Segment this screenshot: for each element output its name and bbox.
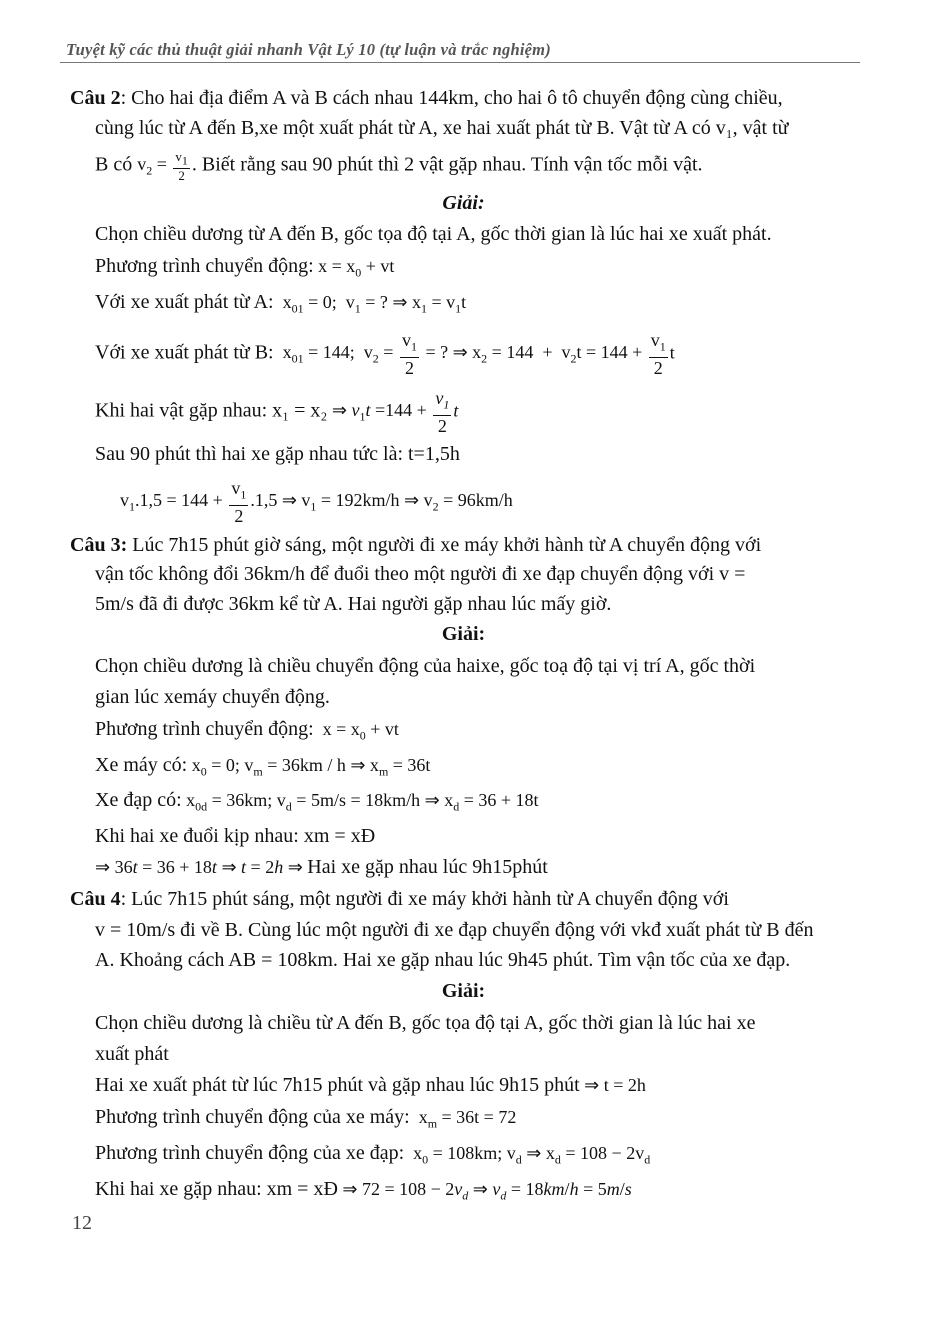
q4-line-2: v = 10m/s đi về B. Cùng lúc một người đi xe đạp chuyển động với vkđ xuất phát từ B đến <box>95 919 814 941</box>
q4-sol-3: Hai xe xuất phát từ lúc 7h15 phút và gặp nhau lúc 9h15 phút ⇒ t = 2h <box>95 1074 646 1096</box>
q3-sol-2: gian lúc xemáy chuyển động. <box>95 686 330 708</box>
q2-sol-7: $v_1.1,5 = 144$ + $\frac{v_1}{2}$ .1,5 ⇒ $v_1 = 192km/h$ ⇒ $v_2 = 96km/h$ <box>120 478 513 526</box>
q2-line-2: cùng lúc từ A đến B,xe một xuất phát từ A, xe hai xuất phát từ B. Vật từ A có v₁, vật từ <box>95 117 789 139</box>
q2-solution-title: Giải: <box>442 192 485 214</box>
q4-line-1: Câu 4: Lúc 7h15 phút sáng, một người đi xe máy khởi hành từ A chuyển động với <box>70 888 729 910</box>
q3-solution-title: Giải: <box>441 623 486 645</box>
q3-sol-6: Khi hai xe đuổi kịp nhau: xm = xĐ <box>95 825 376 847</box>
q3-sol-1: Chọn chiều dương là chiều chuyển động của haixe, gốc toạ độ tại vị trí A, gốc thời <box>95 655 756 677</box>
q3-sol-3: Phương trình chuyển động: $x = x_0$ + vt <box>95 718 399 743</box>
q4-sol-6: Khi hai xe gặp nhau: xm = xĐ ⇒ $72 = 108 - 2v_d$ ⇒ $v_d = 18km/h = 5m/s$ <box>95 1178 632 1203</box>
q4-sol-4: Phương trình chuyển động của xe máy: $x_m = 36t = 72$ <box>95 1106 517 1131</box>
q4-line-3: A. Khoảng cách AB = 108km. Hai xe gặp nhau lúc 9h45 phút. Tìm vận tốc của xe đạp. <box>95 949 791 971</box>
q2-line-3: B có $v_2$ = $\frac{v_1}{2}$ . Biết rằng sau 90 phút thì 2 vật gặp nhau. Tính vận tốc mỗi vật. <box>95 149 703 183</box>
page-number: 12 <box>72 1212 92 1234</box>
q4-sol-1: Chọn chiều dương là chiều từ A đến B, gốc tọa độ tại A, gốc thời gian là lúc hai xe <box>95 1012 756 1034</box>
q3-line-3: 5m/s đã đi được 36km kể từ A. Hai người gặp nhau lúc mấy giờ. <box>95 593 612 615</box>
q4-sol-2: xuất phát <box>95 1043 169 1065</box>
q3-sol-5: Xe đạp có: $x_{0d} = 36km$; $v_d = 5m/s = 18km/h$ ⇒ $x_d = 36 + 18t$ <box>95 789 539 814</box>
q4-sol-5: Phương trình chuyển động của xe đạp: $x_0 = 108km$; $v_d$ ⇒ $x_d = 108 - 2v_d$ <box>95 1142 651 1167</box>
q2-sol-1: Chọn chiều dương từ A đến B, gốc tọa độ tại A, gốc thời gian là lúc hai xe xuất phát. <box>95 223 772 245</box>
q2-sol-4: Với xe xuất phát từ B: $x_{01} = 144$; $v_2$ = $\frac{v_1}{2}$ = ? ⇒ $x_2 = 144 + v_2t = 144$ + $\frac{v_1}{2}$ t <box>95 330 675 378</box>
q3-line-2: vận tốc không đổi 36km/h để đuổi theo một người đi xe đạp chuyển động với v = <box>95 563 746 585</box>
q2-sol-6: Sau 90 phút thì hai xe gặp nhau tức là: t=1,5h <box>95 443 460 465</box>
q4-solution-title: Giải: <box>441 980 486 1002</box>
q4-label: Câu 4 <box>70 888 121 910</box>
q2-sol-2: Phương trình chuyển động: $x = x_0$ + vt <box>95 255 395 280</box>
q2-sol-3: Với xe xuất phát từ A: $x_{01} = 0$; $v_1$ = ? ⇒ $x_1 = v_1t$ <box>95 291 467 316</box>
header-rule <box>60 62 860 63</box>
q2-line-1: Câu 2: Cho hai địa điểm A và B cách nhau 144km, cho hai ô tô chuyển động cùng chiều, <box>70 87 783 109</box>
q3-sol-7: ⇒ 36t = 36 + 18t ⇒ t = 2h ⇒ Hai xe gặp nhau lúc 9h15phút <box>95 856 548 878</box>
q3-label: Câu 3: <box>70 534 128 556</box>
q2-label: Câu 2 <box>70 87 121 109</box>
running-header: Tuyệt kỹ các thủ thuật giải nhanh Vật Lý 10 (tự luận và trắc nghiệm) <box>66 40 551 59</box>
q3-sol-4: Xe máy có: $x_0 = 0$; $v_m = 36km / h$ ⇒ $x_m = 36t$ <box>95 754 431 779</box>
q3-line-1: Câu 3: Lúc 7h15 phút giờ sáng, một người đi xe máy khởi hành từ A chuyển động với <box>70 534 762 556</box>
q2-sol-5: Khi hai vật gặp nhau: x₁ = x₂ ⇒ $v_1t =144$ + $\frac{v_1}{2}$ t <box>95 388 459 436</box>
